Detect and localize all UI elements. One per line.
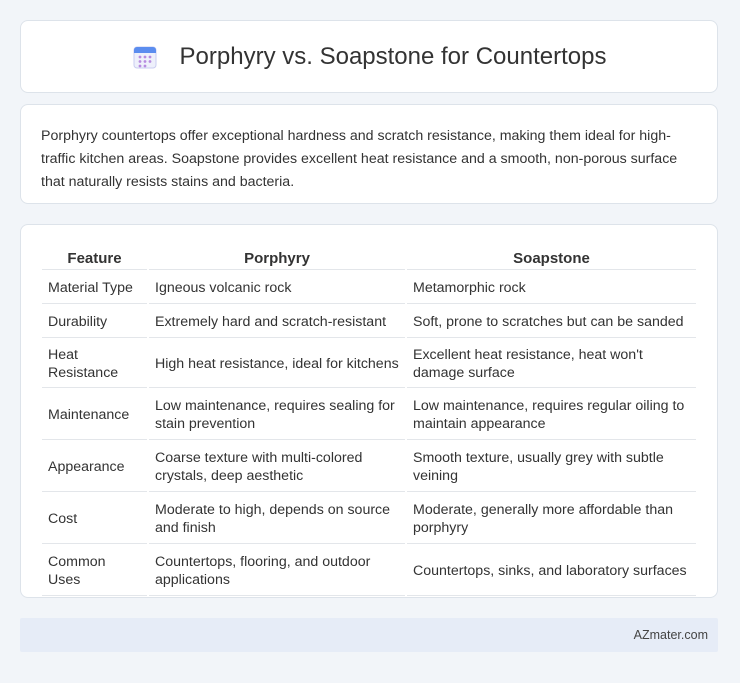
soapstone-cell: Smooth texture, usually grey with subtle veining <box>407 442 696 492</box>
table-row <box>42 546 696 596</box>
soapstone-cell: Moderate, generally more affordable than porphyry <box>407 494 696 544</box>
porphyry-cell: Moderate to high, depends on source and finish <box>149 494 405 544</box>
porphyry-cell: Extremely hard and scratch-resistant <box>149 306 405 338</box>
comparison-card <box>20 224 718 598</box>
table-row <box>42 442 696 492</box>
table-row <box>42 272 696 304</box>
feature-cell: Maintenance <box>42 390 147 440</box>
porphyry-cell: Igneous volcanic rock <box>149 272 405 304</box>
table-header-row <box>42 248 696 270</box>
header-porphyry: Porphyry <box>149 248 405 270</box>
intro-card <box>20 104 718 204</box>
table-row <box>42 494 696 544</box>
porphyry-cell: Coarse texture with multi-colored crystals, deep aesthetic <box>149 442 405 492</box>
header-soapstone: Soapstone <box>407 248 696 270</box>
calendar-icon <box>132 44 158 70</box>
header-feature: Feature <box>42 248 147 270</box>
porphyry-cell: High heat resistance, ideal for kitchens <box>149 340 405 388</box>
feature-cell: Appearance <box>42 442 147 492</box>
soapstone-cell: Soft, prone to scratches but can be sanded <box>407 306 696 338</box>
feature-cell: Common Uses <box>42 546 147 596</box>
feature-cell: Durability <box>42 306 147 338</box>
soapstone-cell: Low maintenance, requires regular oiling to maintain appearance <box>407 390 696 440</box>
soapstone-cell: Excellent heat resistance, heat won't damage surface <box>407 340 696 388</box>
feature-cell: Material Type <box>42 272 147 304</box>
soapstone-cell: Countertops, sinks, and laboratory surfaces <box>407 546 696 596</box>
porphyry-cell: Countertops, flooring, and outdoor applications <box>149 546 405 596</box>
footer-brand[interactable]: AZmater.com <box>633 628 708 642</box>
soapstone-cell: Metamorphic rock <box>407 272 696 304</box>
porphyry-cell: Low maintenance, requires sealing for stain prevention <box>149 390 405 440</box>
table-row <box>42 306 696 338</box>
title-card <box>20 20 718 93</box>
page-title: Porphyry vs. Soapstone for Countertops <box>179 42 607 70</box>
table-row <box>42 340 696 388</box>
feature-cell: Cost <box>42 494 147 544</box>
comparison-table <box>40 246 698 598</box>
footer <box>20 618 718 652</box>
feature-cell: Heat Resistance <box>42 340 147 388</box>
intro-text: Porphyry countertops offer exceptional hardness and scratch resistance, making them ideal for high-traffic kitchen areas. Soapstone provides excellent heat resistance and a smooth, non-porous surface that naturally resists stains and bacteria. <box>41 128 678 190</box>
table-row <box>42 390 696 440</box>
